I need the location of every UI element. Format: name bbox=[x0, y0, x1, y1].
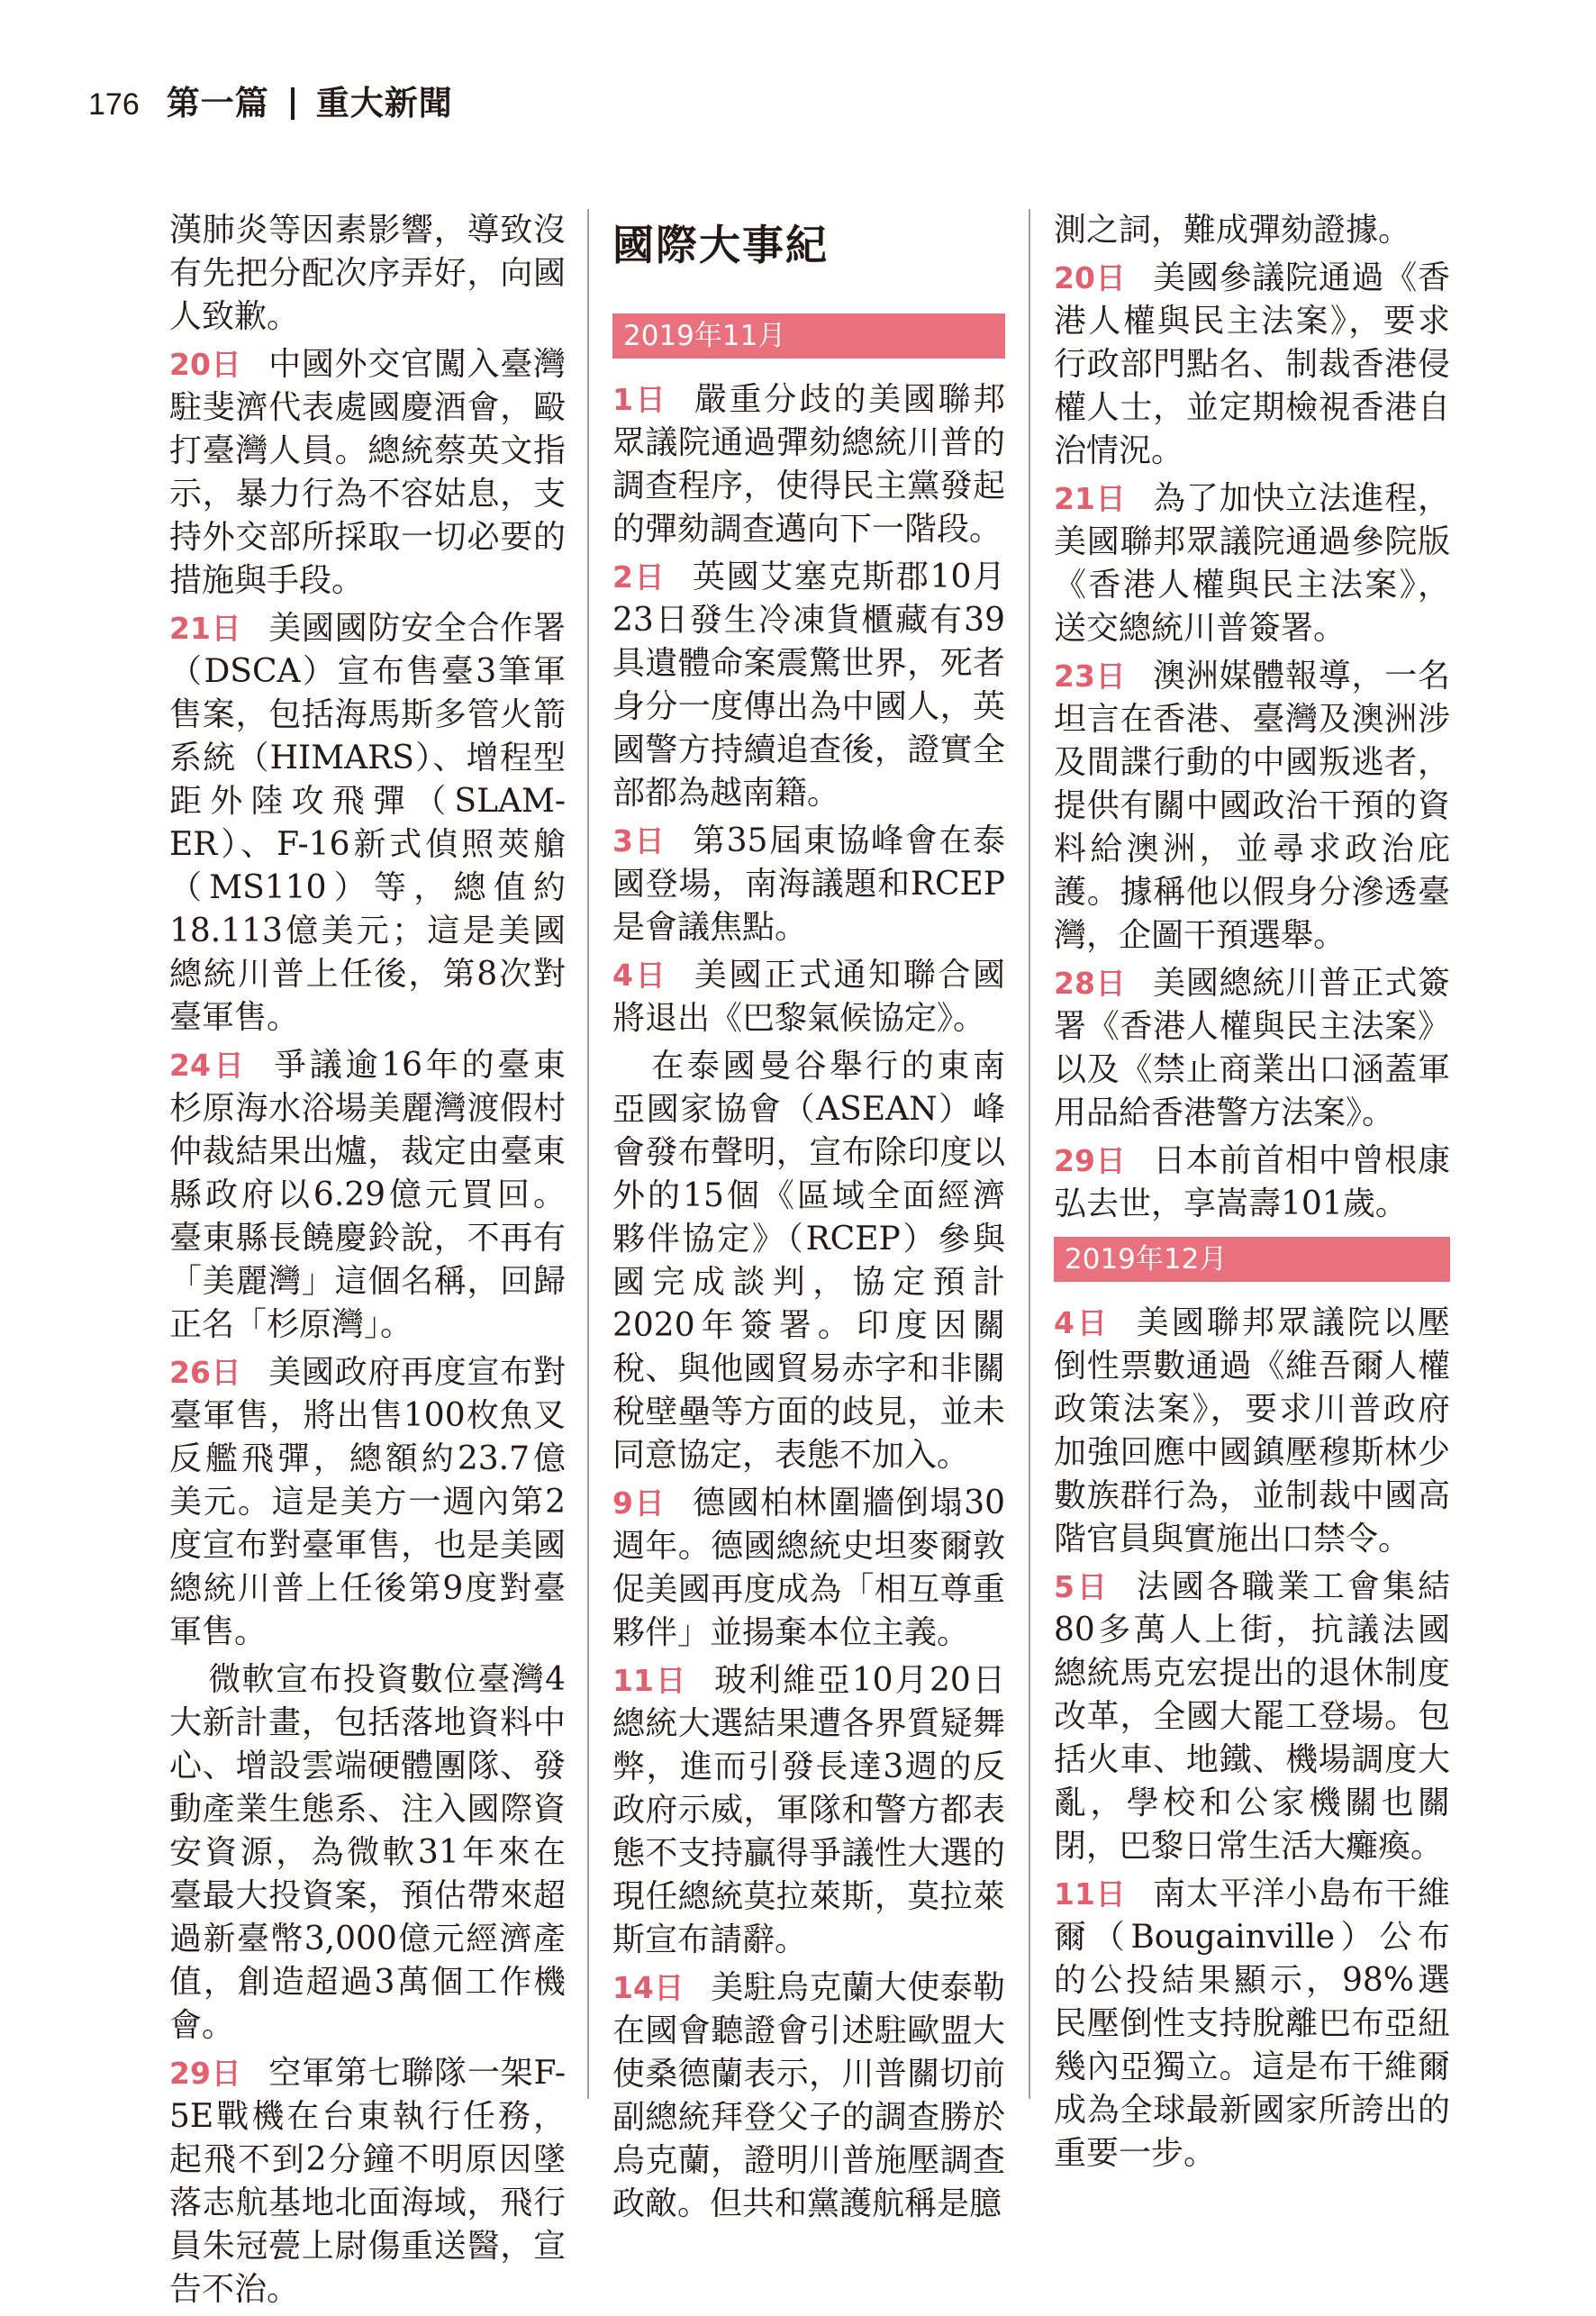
event-entry bbox=[169, 343, 566, 603]
event-date: 5日 bbox=[1054, 1569, 1111, 1604]
event-entry bbox=[1054, 1873, 1450, 2175]
column-divider-1 bbox=[587, 209, 589, 2099]
event-entry bbox=[1054, 1140, 1450, 1226]
event-entry bbox=[169, 607, 566, 1040]
event-date: 4日 bbox=[1054, 1305, 1111, 1340]
event-date: 21日 bbox=[169, 611, 242, 646]
event-text: 美國正式通知聯合國將退出《巴黎氣候協定》。 bbox=[612, 957, 1005, 1037]
event-date: 11日 bbox=[1054, 1876, 1127, 1912]
event-text: 中國外交官闖入臺灣駐斐濟代表處國慶酒會，毆打臺灣人員。總統蔡英文指示，暴力行為不容姑息，支持外交部所採取一切必要的措施與手段。 bbox=[169, 346, 566, 599]
event-text: 德國柏林圍牆倒塌30週年。德國總統史坦麥爾敦促美國再度成為「相互尊重夥伴」並揚棄本位主義。 bbox=[612, 1485, 1006, 1651]
event-entry bbox=[169, 2052, 566, 2311]
event-entry bbox=[612, 1966, 1005, 2226]
event-text: 美國參議院通過《香港人權與民主法案》，要求行政部門點名、制裁香港侵權人士，並定期檢視香港自治情況。 bbox=[1054, 259, 1450, 469]
column-left bbox=[169, 209, 566, 2316]
month-heading: 2019年11月 bbox=[612, 313, 1005, 359]
column-divider-2 bbox=[1029, 209, 1030, 2099]
event-text: 美駐烏克蘭大使泰勒在國會聽證會引述駐歐盟大使桑德蘭表示，川普關切前副總統拜登父子的調查勝於烏克蘭，證明川普施壓調查政敵。但共和黨護航稱是臆 bbox=[612, 1969, 1005, 2222]
event-entry bbox=[1054, 962, 1450, 1135]
event-entry bbox=[1054, 1566, 1450, 1868]
event-date: 21日 bbox=[1054, 481, 1127, 516]
event-date: 24日 bbox=[169, 1048, 248, 1083]
month-heading: 2019年12月 bbox=[1054, 1237, 1450, 1282]
section-title: 國際大事紀 bbox=[612, 221, 829, 269]
event-entry bbox=[612, 1482, 1005, 1655]
event-entry bbox=[1054, 257, 1450, 473]
event-text: 空軍第七聯隊一架F-5E戰機在台東執行任務，起飛不到2分鐘不明原因墜落志航基地北面海域，飛行員朱冠甍上尉傷重送醫，宣告不治。 bbox=[169, 2055, 566, 2308]
event-paragraph: 微軟宣布投資數位臺灣4大新計畫，包括落地資料中心、增設雲端硬體團隊、發動產業生態系、注入國際資安資源，為微軟31年來在臺最大投資案，預估帶來超過新臺幣3,000億元經濟產值，創造超過3萬個工作機會。 bbox=[169, 1661, 566, 2044]
event-date: 29日 bbox=[1054, 1143, 1127, 1178]
event-date: 26日 bbox=[169, 1355, 242, 1390]
event-date: 14日 bbox=[612, 1970, 685, 2005]
event-date: 9日 bbox=[612, 1485, 667, 1521]
event-entry bbox=[612, 1659, 1005, 1962]
section-label: 重大新聞 bbox=[315, 84, 453, 123]
event-text: 美國總統川普正式簽署《香港人權與民主法案》以及《禁止商業出口涵蓋軍用品給香港警方法案》。 bbox=[1054, 965, 1450, 1131]
event-date: 3日 bbox=[612, 823, 667, 858]
event-text: 英國艾塞克斯郡10月23日發生冷凍貨櫃藏有39具遺體命案震驚世界，死者身分一度傳出為中國人，英國警方持續追查後，證實全部都為越南籍。 bbox=[612, 559, 1006, 812]
event-text: 玻利維亞10月20日總統大選結果遭各界質疑舞弊，進而引發長達3週的反政府示威，軍隊和警方都表態不支持贏得爭議性大選的現任總統莫拉萊斯，莫拉萊斯宣布請辭。 bbox=[612, 1662, 1005, 1958]
event-text: 南太平洋小島布干維爾（Bougainville）公布的公投結果顯示，98%選民壓倒性支持脫離巴布亞紐幾內亞獨立。這是布干維爾成為全球最新國家所誇出的重要一步。 bbox=[1054, 1876, 1450, 2172]
event-paragraph: 在泰國曼谷舉行的東南亞國家協會（ASEAN）峰會發布聲明，宣布除印度以外的15個《區域全面經濟夥伴協定》（RCEP）參與國完成談判，協定預計2020年簽署。印度因關稅、與他國貿易赤字和非關稅壁壘等方面的歧見，並未同意協定，表態不加入。 bbox=[612, 1048, 1005, 1474]
continued-text: 測之詞，難成彈劾證據。 bbox=[1054, 212, 1411, 249]
event-text: 為了加快立法進程，美國聯邦眾議院通過參院版《香港人權與民主法案》，送交總統川普簽署。 bbox=[1054, 480, 1450, 647]
event-entry bbox=[1054, 1302, 1450, 1561]
column-middle bbox=[612, 209, 1005, 2230]
event-entry bbox=[612, 954, 1005, 1040]
event-date: 23日 bbox=[1054, 658, 1127, 694]
continued-text: 漢肺炎等因素影響，導致沒有先把分配次序弄好，向國人致歉。 bbox=[169, 212, 566, 335]
event-entry bbox=[1054, 655, 1450, 958]
event-text: 嚴重分歧的美國聯邦眾議院通過彈劾總統川普的調查程序，使得民主黨發起的彈劾調查邁向下一階段。 bbox=[612, 381, 1005, 548]
header-divider bbox=[291, 87, 295, 120]
event-date: 20日 bbox=[1054, 260, 1127, 295]
event-entry bbox=[169, 1351, 566, 1654]
event-date: 29日 bbox=[169, 2056, 242, 2091]
event-text: 第35屆東協峰會在泰國登場，南海議題和RCEP是會議焦點。 bbox=[612, 822, 1006, 946]
event-text: 美國聯邦眾議院以壓倒性票數通過《維吾爾人權政策法案》，要求川普政府加強回應中國鎮壓穆斯林少數族群行為，並制裁中國高階官員與實施出口禁令。 bbox=[1054, 1304, 1450, 1558]
page-header bbox=[88, 76, 453, 130]
event-entry bbox=[1054, 477, 1450, 650]
event-text: 美國國防安全合作署（DSCA）宣布售臺3筆軍售案，包括海馬斯多管火箭系統（HIMARS）、增程型距外陸攻飛彈（SLAM-ER）、F-16新式偵照莢艙（MS110）等，總值約18.113億美元；這是美國總統川普上任後，第8次對臺軍售。 bbox=[169, 610, 566, 1036]
event-text: 法國各職業工會集結80多萬人上街，抗議法國總統馬克宏提出的退休制度改革，全國大罷工登場。包括火車、地鐵、機場調度大亂，學校和公家機關也關閉，巴黎日常生活大癱瘓。 bbox=[1054, 1568, 1450, 1865]
part-label: 第一篇 bbox=[166, 84, 269, 123]
event-entry bbox=[612, 378, 1005, 551]
event-date: 4日 bbox=[612, 958, 668, 993]
event-text: 日本前首相中曾根康弘去世，享嵩壽101歲。 bbox=[1054, 1142, 1450, 1222]
column-right bbox=[1054, 209, 1450, 2180]
event-date: 11日 bbox=[612, 1663, 688, 1698]
event-text: 爭議逾16年的臺東杉原海水浴場美麗灣渡假村仲裁結果出爐，裁定由臺東縣政府以6.29億元買回。臺東縣長饒慶鈴說，不再有「美麗灣」這個名稱，回歸正名「杉原灣」。 bbox=[169, 1047, 566, 1343]
event-date: 2日 bbox=[612, 559, 667, 595]
event-text: 美國政府再度宣布對臺軍售，將出售100枚魚叉反艦飛彈，總額約23.7億美元。這是美方一週內第2度宣布對臺軍售，也是美國總統川普上任後第9度對臺軍售。 bbox=[169, 1354, 566, 1650]
page-number: 176 bbox=[88, 87, 140, 122]
event-date: 1日 bbox=[612, 382, 668, 417]
event-entry bbox=[169, 1044, 566, 1347]
event-entry bbox=[612, 556, 1005, 815]
event-text: 澳洲媒體報導，一名坦言在香港、臺灣及澳洲涉及間諜行動的中國叛逃者，提供有關中國政治干預的資料給澳洲，並尋求政治庇護。據稱他以假身分滲透臺灣，企圖干預選舉。 bbox=[1054, 658, 1450, 954]
event-entry bbox=[612, 820, 1005, 949]
event-date: 20日 bbox=[169, 347, 242, 382]
event-date: 28日 bbox=[1054, 966, 1127, 1001]
